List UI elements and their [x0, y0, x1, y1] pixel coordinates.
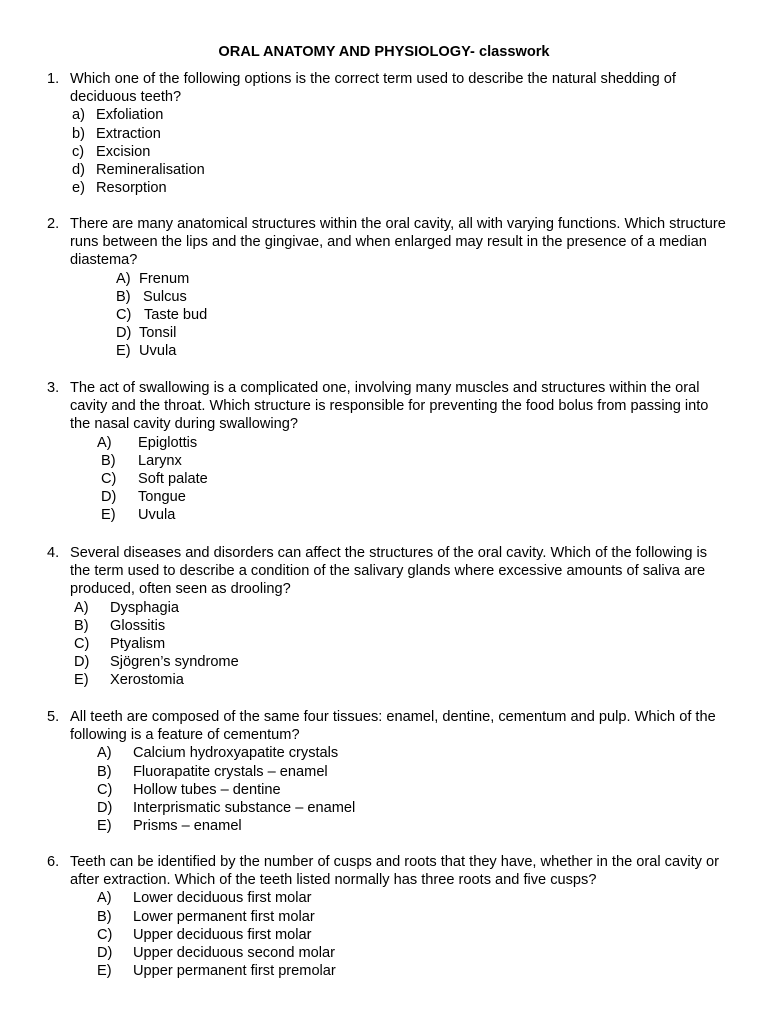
option-label: D) [116, 325, 132, 342]
option-text: Tongue [138, 489, 186, 506]
option-label: d) [72, 161, 85, 178]
option-text: Uvula [139, 343, 177, 360]
option-label: B) [101, 452, 116, 469]
page-title: ORAL ANATOMY AND PHYSIOLOGY- classwork [218, 44, 550, 60]
option-text: Taste bud [144, 306, 208, 323]
option-label: b) [72, 125, 85, 142]
option-text: Epiglottis [138, 434, 198, 451]
option-text: Larynx [138, 452, 182, 469]
option-text: Excision [96, 143, 151, 160]
option-text: Ptyalism [110, 635, 166, 652]
option-label: C) [97, 926, 113, 943]
option-label: c) [72, 143, 85, 160]
option-text: Resorption [96, 180, 167, 197]
question-text: The act of swallowing is a complicated one, involving many muscles and structures within the oral cavity and the throat. Which structure is responsible for preventing the food bolus from passing into the nasal cavity during swallowing? [70, 380, 709, 433]
option-text: Upper deciduous first molar [133, 926, 312, 943]
option-text: Exfoliation [96, 107, 164, 124]
question-text: Several diseases and disorders can affect the structures of the oral cavity. Which of the following is the term used to describe a condition of the salivary glands where excessive amounts of saliva are produced, often seen as drooling? [70, 545, 708, 598]
option-label: C) [101, 470, 117, 487]
option-label: B) [116, 288, 131, 305]
option-label: D) [97, 944, 113, 961]
option-text: Soft palate [138, 470, 208, 487]
option-label: E) [74, 672, 89, 689]
option-label: D) [97, 799, 113, 816]
question-text: Which one of the following options is the correct term used to describe the natural shedding of deciduous teeth? [70, 71, 676, 106]
option-label: D) [74, 654, 90, 671]
option-label: D) [101, 489, 117, 506]
question-text: All teeth are composed of the same four tissues: enamel, dentine, cementum and pulp. Which of the following is a feature of cementum? [70, 709, 716, 744]
option-label: E) [97, 818, 112, 835]
option-label: A) [74, 599, 89, 616]
option-label: E) [101, 507, 116, 524]
option-text: Interprismatic substance – enamel [133, 799, 356, 816]
option-text: Upper deciduous second molar [133, 944, 335, 961]
option-text: Xerostomia [110, 672, 184, 689]
option-text: Fluorapatite crystals – enamel [133, 763, 328, 780]
option-label: A) [97, 434, 112, 451]
option-text: Upper permanent first premolar [133, 963, 336, 980]
option-label: A) [97, 745, 112, 762]
question-number: 4. [47, 545, 60, 561]
option-label: e) [72, 180, 85, 197]
option-label: C) [116, 306, 132, 323]
question-number: 1. [47, 71, 60, 87]
option-text: Prisms – enamel [133, 818, 242, 835]
question-number: 6. [47, 854, 60, 870]
option-text: Sjögren’s syndrome [110, 654, 239, 671]
option-text: Lower deciduous first molar [133, 890, 312, 907]
option-label: B) [97, 763, 112, 780]
option-text: Uvula [138, 507, 176, 524]
question-number: 2. [47, 216, 60, 232]
option-text: Sulcus [143, 288, 187, 305]
option-text: Glossitis [110, 617, 166, 634]
option-text: Calcium hydroxyapatite crystals [133, 745, 339, 762]
option-text: Lower permanent first molar [133, 908, 315, 925]
option-label: B) [74, 617, 89, 634]
option-label: C) [97, 781, 113, 798]
option-text: Remineralisation [96, 161, 205, 178]
option-label: A) [116, 270, 131, 287]
option-text: Tonsil [139, 325, 177, 342]
option-label: E) [116, 343, 131, 360]
question-text: There are many anatomical structures within the oral cavity, all with varying functions. Which structure runs between the lips and the gingivae, and when enlarged may result in the presence of a median diastema? [70, 216, 726, 269]
option-label: B) [97, 908, 112, 925]
option-text: Dysphagia [110, 599, 179, 616]
option-label: a) [72, 107, 85, 124]
option-text: Frenum [139, 270, 190, 287]
option-text: Extraction [96, 125, 161, 142]
question-number: 5. [47, 709, 60, 725]
question-number: 3. [47, 380, 60, 396]
option-label: C) [74, 635, 90, 652]
option-label: A) [97, 890, 112, 907]
question-text: Teeth can be identified by the number of cusps and roots that they have, whether in the oral cavity or after extraction. Which of the teeth listed normally has three roots and five cusps? [70, 854, 719, 889]
option-label: E) [97, 963, 112, 980]
option-text: Hollow tubes – dentine [133, 781, 281, 798]
